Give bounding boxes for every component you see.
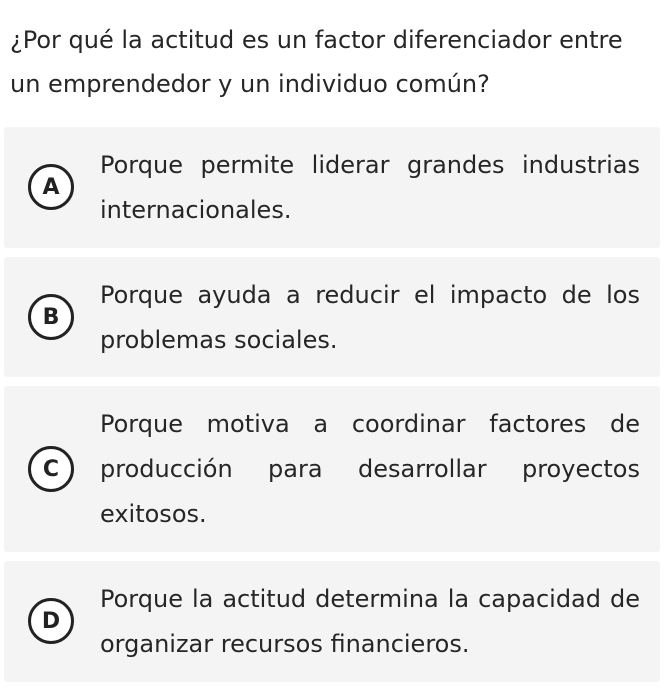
option-d-text: Porque la actitud determina la capacidad de organizar recursos financieros. xyxy=(100,585,640,658)
option-d[interactable] xyxy=(4,561,660,682)
option-a[interactable] xyxy=(4,127,660,248)
question-text: ¿Por qué la actitud es un factor diferenciador entre un emprendedor y un individuo común? xyxy=(10,26,623,98)
option-b-letter-badge: B xyxy=(28,294,74,340)
option-a-letter-badge: A xyxy=(28,164,74,210)
option-b[interactable] xyxy=(4,257,660,377)
option-d-letter-badge: D xyxy=(28,598,74,644)
option-a-text: Porque permite liderar grandes industrias internacionales. xyxy=(100,151,640,224)
option-c[interactable] xyxy=(4,386,660,552)
option-c-text: Porque motiva a coordinar factores de producción para desarrollar proyectos exitosos. xyxy=(100,410,640,528)
option-c-letter-badge: C xyxy=(28,446,74,492)
option-b-text: Porque ayuda a reducir el impacto de los problemas sociales. xyxy=(100,281,640,354)
